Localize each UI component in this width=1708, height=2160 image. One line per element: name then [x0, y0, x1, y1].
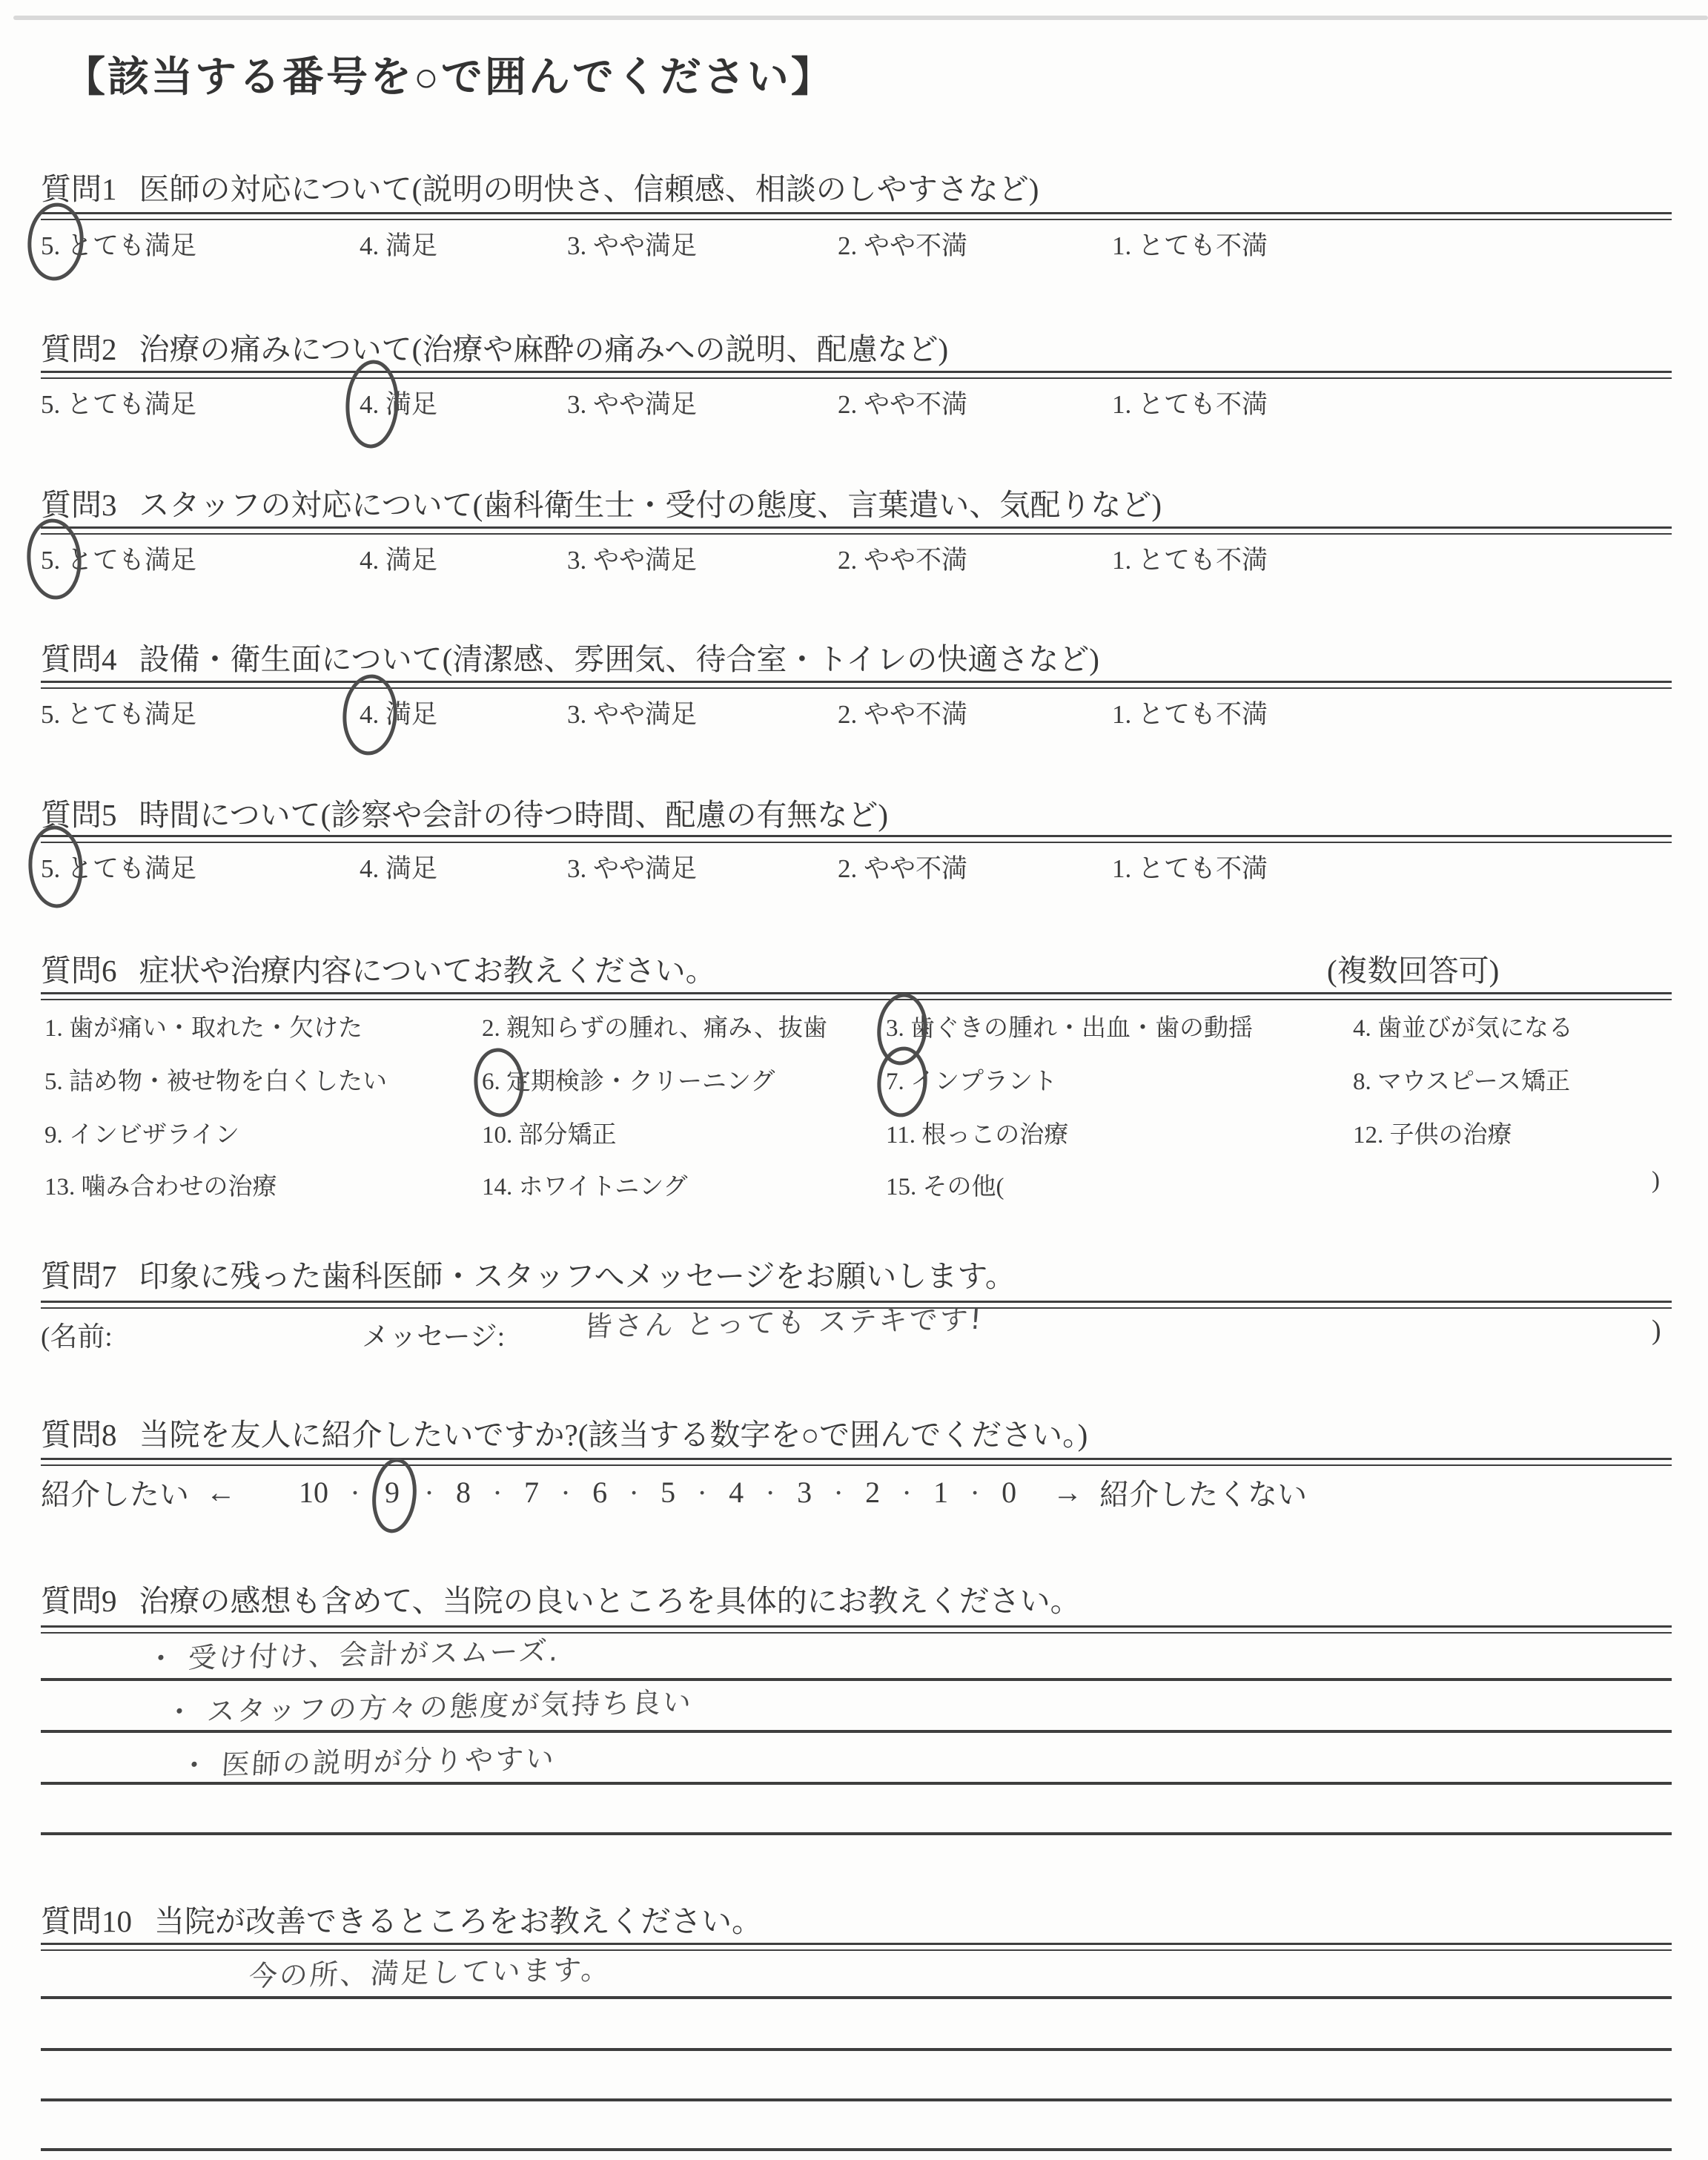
rating-option: 3. やや満足: [567, 546, 698, 575]
scale-number: 7: [524, 1476, 540, 1509]
question-number: 質問10: [41, 1904, 132, 1938]
close-paren: ): [1652, 1315, 1661, 1346]
scale-number: 1: [933, 1476, 949, 1509]
q6-option: 4. 歯並びが気になる: [1353, 1015, 1573, 1042]
scan-edge-line: [13, 16, 1708, 20]
scale-number: 0: [1002, 1476, 1017, 1509]
scale-number: 2: [865, 1476, 881, 1509]
question-1-options: [0, 225, 1708, 270]
rating-option: 5. とても満足: [41, 546, 197, 575]
heading-underline: [41, 835, 1672, 843]
question-title: 治療の感想も含めて、当院の良いところを具体的にお教えください。: [139, 1584, 1081, 1618]
question-6-heading: [41, 946, 716, 990]
scale-number: 6: [592, 1476, 608, 1509]
q6-option: 12. 子供の治療: [1353, 1122, 1512, 1149]
scale-separator: ・: [488, 1483, 508, 1505]
heading-underline: [41, 681, 1672, 689]
question-9-heading: [41, 1576, 1081, 1620]
question-title: スタッフの対応について(歯科衛生士・受付の態度、言葉遣い、気配りなど): [139, 488, 1162, 522]
question-8-heading: [41, 1410, 1088, 1454]
scale-separator: ・: [624, 1483, 644, 1505]
rating-option: 1. とても不満: [1112, 546, 1268, 575]
heading-underline: [41, 371, 1672, 379]
rating-option: 1. とても不満: [1112, 390, 1268, 419]
rating-option: 2. やや不満: [838, 700, 968, 729]
handwritten-answer: 今の所、満足しています。: [248, 1952, 613, 1993]
question-1-heading: [41, 165, 1039, 208]
scale-number-selected: [382, 1475, 403, 1510]
rating-option: 2. やや不満: [838, 854, 968, 883]
question-6-row-2: [0, 1062, 1708, 1106]
question-4-heading: [41, 635, 1099, 678]
q6-option: 2. 親知らずの腫れ、痛み、抜歯: [482, 1015, 827, 1042]
q6-option: 9. インビザライン: [44, 1122, 240, 1149]
rating-option: 5. とても満足: [41, 700, 197, 729]
rating-option: 2. やや不満: [838, 390, 968, 419]
question-title: 印象に残った歯科医師・スタッフへメッセージをお願いします。: [139, 1259, 1016, 1293]
other-close-paren: ): [1652, 1167, 1660, 1194]
heading-underline: [41, 992, 1672, 1000]
question-number: 質問7: [41, 1259, 117, 1293]
handwritten-answer: ・ 受け付け、会計がスムーズ.: [145, 1634, 562, 1676]
q6-option: 15. その他(: [886, 1174, 1004, 1200]
question-7-heading: [41, 1252, 1016, 1295]
rating-option: 5. とても満足: [41, 231, 197, 260]
rating-option: 3. やや満足: [567, 700, 698, 729]
rating-option: 2. やや不満: [838, 231, 968, 260]
question-title: 当院が改善できるところをお教えください。: [154, 1904, 762, 1938]
question-6-row-4: [0, 1167, 1708, 1212]
question-2-options: [0, 384, 1708, 429]
question-6-row-3: [0, 1115, 1708, 1160]
question-number: 質問6: [41, 954, 117, 988]
question-title: 時間について(診察や会計の待つ時間、配慮の有無など): [139, 798, 888, 832]
q6-option: 5. 詰め物・被せ物を白くしたい: [44, 1069, 387, 1095]
scale-separator: ・: [965, 1483, 985, 1505]
question-number: 質問4: [41, 642, 117, 676]
scale-number: 4: [729, 1476, 744, 1509]
heading-underline: [41, 1625, 1672, 1634]
q6-option: 10. 部分矯正: [482, 1122, 617, 1149]
q6-option: 8. マウスピース矯正: [1353, 1069, 1571, 1095]
rating-option: 4. 満足: [360, 546, 438, 575]
q6-option: 14. ホワイトニング: [482, 1174, 688, 1200]
answer-line: [41, 2148, 1672, 2151]
question-number: 質問3: [41, 488, 117, 522]
question-4-options: [0, 694, 1708, 739]
handwritten-answer: ・ スタッフの方々の態度が気持ち良い: [164, 1685, 695, 1729]
question-2-heading: [41, 325, 948, 369]
name-label: (名前:: [41, 1322, 113, 1353]
answer-line: [41, 2098, 1672, 2101]
form-title: 【該当する番号を○で囲んでください】: [64, 55, 835, 101]
recommend-scale-row: [41, 1471, 1307, 1513]
scale-separator: ・: [345, 1483, 365, 1505]
scale-number: 5: [661, 1476, 676, 1509]
heading-underline: [41, 526, 1672, 535]
question-number: 質問8: [41, 1418, 117, 1452]
heading-underline: [41, 212, 1672, 220]
scale-number: 8: [456, 1476, 471, 1509]
arrow-right-icon: →: [1053, 1476, 1083, 1509]
rating-option: 3. やや満足: [567, 390, 698, 419]
scale-number: 3: [797, 1476, 812, 1509]
rating-option: 1. とても不満: [1112, 231, 1268, 260]
question-number: 質問2: [41, 332, 117, 366]
q6-option: 3. 歯ぐきの腫れ・出血・歯の動揺: [886, 1015, 1253, 1042]
heading-underline: [41, 1943, 1672, 1951]
answer-line: [41, 2048, 1672, 2051]
handwritten-answer: ・ 医師の説明が分りやすい: [179, 1742, 557, 1783]
multi-answer-note: (複数回答可): [1327, 954, 1500, 988]
q6-option: 11. 根っこの治療: [886, 1122, 1069, 1149]
scale-number: 9: [385, 1476, 400, 1509]
question-title: 設備・衛生面について(清潔感、雰囲気、待合室・トイレの快適さなど): [139, 642, 1099, 676]
scale-separator: ・: [829, 1483, 849, 1505]
question-title: 症状や治療内容についてお教えください。: [139, 954, 716, 988]
scale-separator: ・: [556, 1483, 576, 1505]
answer-line: [41, 1678, 1672, 1681]
rating-option: 3. やや満足: [567, 231, 698, 260]
answer-line: [41, 1832, 1672, 1835]
q6-option: 6. 定期検診・クリーニング: [482, 1069, 775, 1095]
question-3-options: [0, 540, 1708, 584]
question-6-row-1: [0, 1008, 1708, 1053]
question-title: 医師の対応について(説明の明快さ、信頼感、相談のしやすさなど): [139, 172, 1039, 206]
arrow-left-icon: ←: [206, 1476, 236, 1509]
question-title: 当院を友人に紹介したいですか?(該当する数字を○で囲んでください。): [139, 1418, 1088, 1452]
question-5-options: [0, 848, 1708, 893]
answer-line: [41, 1730, 1672, 1733]
scale-separator: ・: [420, 1483, 440, 1505]
rating-option: 4. 満足: [360, 854, 438, 883]
handwritten-message: 皆さん とっても ステキです!: [583, 1302, 985, 1344]
rating-option: 4. 満足: [360, 700, 438, 729]
answer-line: [41, 1996, 1672, 1999]
rating-option: 1. とても不満: [1112, 854, 1268, 883]
rating-option: 4. 満足: [360, 231, 438, 260]
question-3-heading: [41, 480, 1162, 524]
rating-option: 5. とても満足: [41, 854, 197, 883]
rating-option: 4. 満足: [360, 390, 438, 419]
scale-left-label: 紹介したい: [41, 1478, 189, 1511]
rating-option: 1. とても不満: [1112, 700, 1268, 729]
answer-line: [41, 1782, 1672, 1785]
rating-option: 3. やや満足: [567, 854, 698, 883]
q6-option: 7. インプラント: [886, 1069, 1057, 1095]
scale-separator: ・: [692, 1483, 712, 1505]
question-10-heading: [41, 1897, 762, 1941]
q6-option: 1. 歯が痛い・取れた・欠けた: [44, 1015, 363, 1042]
question-title: 治療の痛みについて(治療や麻酔の痛みへの説明、配慮など): [139, 332, 949, 366]
rating-option: 2. やや不満: [838, 546, 968, 575]
scale-right-label: 紹介したくない: [1099, 1478, 1308, 1511]
question-number: 質問1: [41, 172, 117, 206]
scale-separator: ・: [761, 1483, 781, 1505]
scale-number: 10: [299, 1476, 328, 1509]
question-number: 質問9: [41, 1584, 117, 1618]
message-label: メッセージ:: [362, 1322, 506, 1353]
q6-option: 13. 噛み合わせの治療: [44, 1174, 277, 1200]
scale-separator: ・: [897, 1483, 917, 1505]
rating-option: 5. とても満足: [41, 390, 197, 419]
question-5-heading: [41, 790, 888, 834]
heading-underline: [41, 1458, 1672, 1466]
question-number: 質問5: [41, 798, 117, 832]
